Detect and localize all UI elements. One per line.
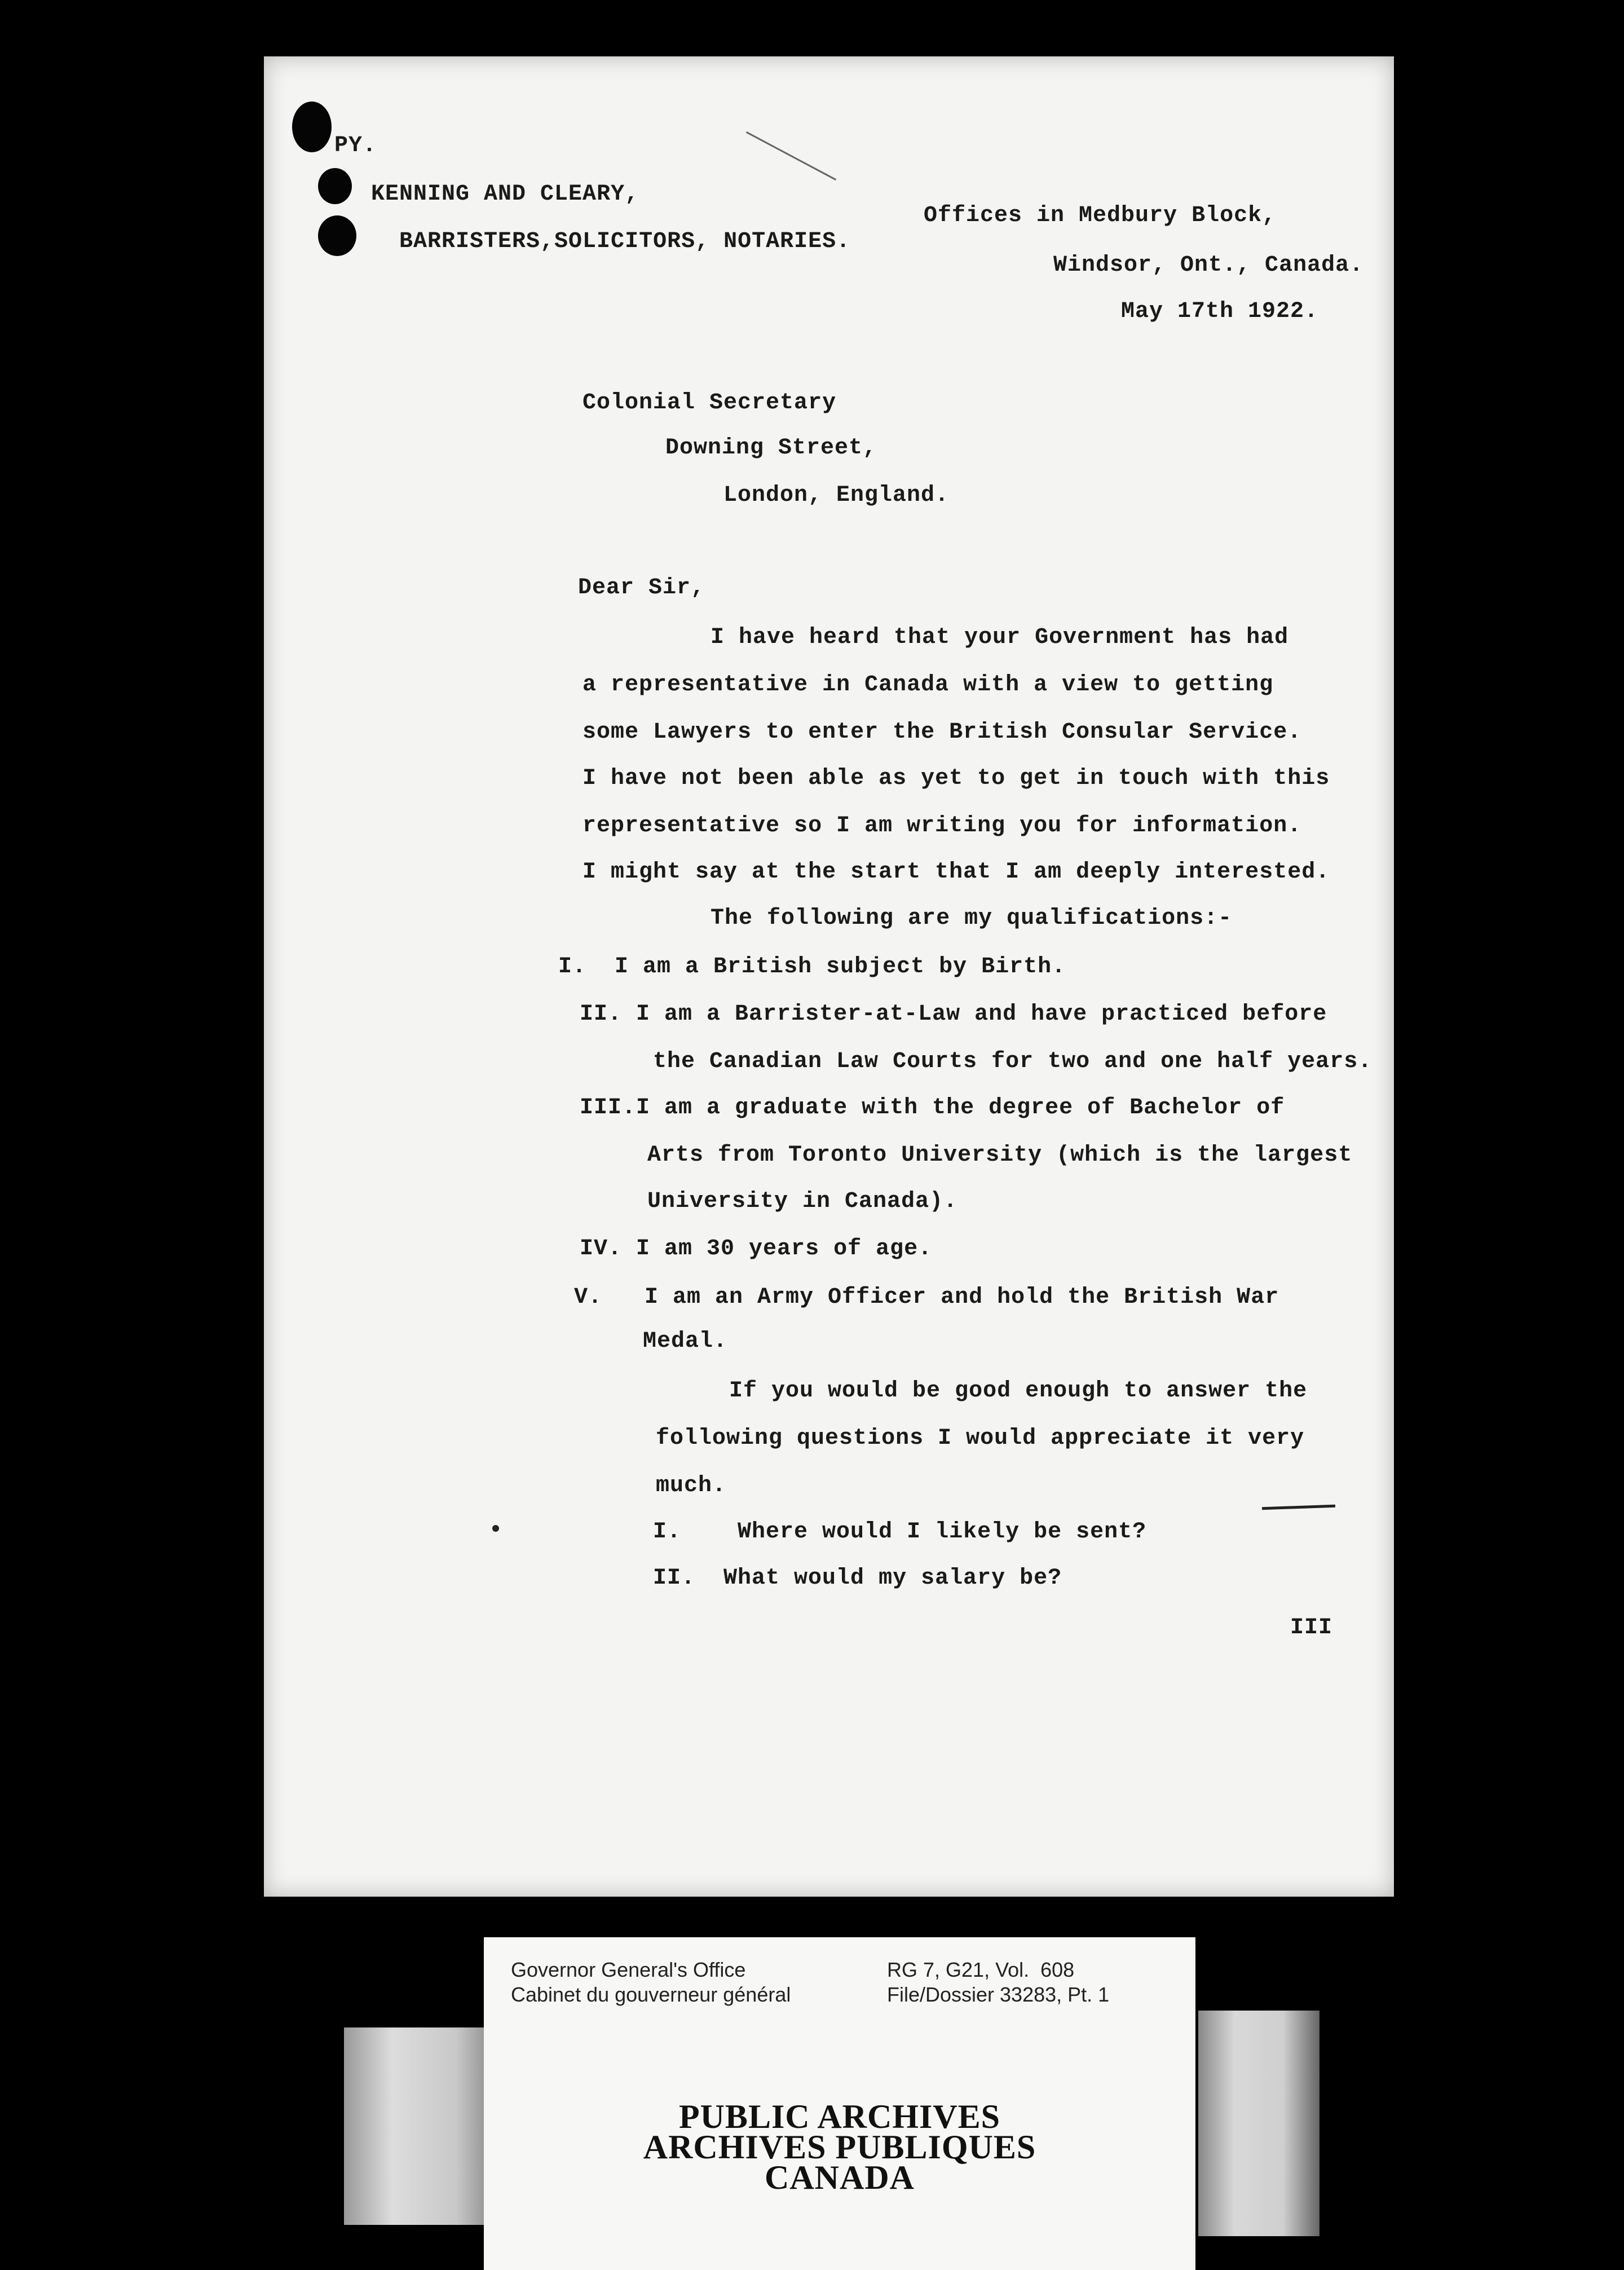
body-line: I have not been able as yet to get in touch with this xyxy=(582,766,1330,791)
qualification-line: the Canadian Law Courts for two and one half years. xyxy=(653,1049,1373,1074)
qualification-line: I. I am a British subject by Birth. xyxy=(558,954,1066,980)
mount-frame-right xyxy=(1198,2011,1320,2236)
body-line: The following are my qualifications:- xyxy=(710,906,1233,931)
firm-name: KENNING AND CLEARY, xyxy=(371,182,639,207)
archive-stamp-line3: CANADA xyxy=(765,2159,915,2196)
firm-description: BARRISTERS,SOLICITORS, NOTARIES. xyxy=(399,229,851,254)
stray-mark xyxy=(1262,1505,1335,1510)
qualification-line: Arts from Toronto University (which is the largest xyxy=(647,1143,1353,1168)
archive-label xyxy=(484,1937,1195,2270)
office-address-line1: Offices in Medbury Block, xyxy=(924,203,1277,228)
copy-mark: PY. xyxy=(334,133,377,158)
qualification-line: III.I am a graduate with the degree of Bachelor of xyxy=(580,1095,1285,1121)
ink-blot xyxy=(318,168,352,204)
archive-stamp-line1: PUBLIC ARCHIVES xyxy=(678,2098,1001,2135)
page-continuation: III xyxy=(1290,1615,1333,1641)
body-line: I might say at the start that I am deeply interested. xyxy=(582,859,1330,885)
letter-page xyxy=(264,56,1394,1897)
request-line: much. xyxy=(656,1473,727,1498)
mount-frame-left xyxy=(344,2027,505,2225)
archive-office-fr: Cabinet du gouverneur général xyxy=(511,1983,791,2006)
letter-date: May 17th 1922. xyxy=(1121,299,1319,324)
qualification-line: Medal. xyxy=(643,1329,728,1354)
body-line: some Lawyers to enter the British Consular Service. xyxy=(582,720,1302,745)
request-line: following questions I would appreciate it very xyxy=(656,1426,1305,1451)
archive-office-en: Governor General's Office xyxy=(511,1958,746,1981)
body-line: representative so I am writing you for information. xyxy=(582,813,1302,839)
archive-stamp-line2: ARCHIVES PUBLIQUES xyxy=(643,2128,1036,2166)
stray-mark xyxy=(492,1525,499,1532)
office-address-line2: Windsor, Ont., Canada. xyxy=(1053,253,1364,278)
qualification-line: University in Canada). xyxy=(647,1189,958,1214)
archive-reference: RG 7, G21, Vol. 608 xyxy=(887,1958,1075,1981)
archive-file: File/Dossier 33283, Pt. 1 xyxy=(887,1983,1110,2006)
ink-blot xyxy=(318,215,356,256)
request-line: If you would be good enough to answer the xyxy=(729,1378,1308,1404)
question-line: II. What would my salary be? xyxy=(653,1566,1062,1591)
question-line: I. Where would I likely be sent? xyxy=(653,1519,1147,1545)
qualification-line: V. I am an Army Officer and hold the British War xyxy=(574,1285,1279,1310)
addressee-line1: Colonial Secretary xyxy=(582,390,837,416)
body-line: a representative in Canada with a view to getting xyxy=(582,672,1274,698)
ink-blot xyxy=(292,102,332,152)
salutation: Dear Sir, xyxy=(578,575,705,601)
stray-mark xyxy=(746,131,836,180)
body-line: I have heard that your Government has had xyxy=(710,625,1289,650)
addressee-line3: London, England. xyxy=(723,483,950,508)
addressee-line2: Downing Street, xyxy=(665,435,877,461)
qualification-line: II. I am a Barrister-at-Law and have practiced before xyxy=(580,1002,1327,1027)
qualification-line: IV. I am 30 years of age. xyxy=(580,1236,933,1262)
